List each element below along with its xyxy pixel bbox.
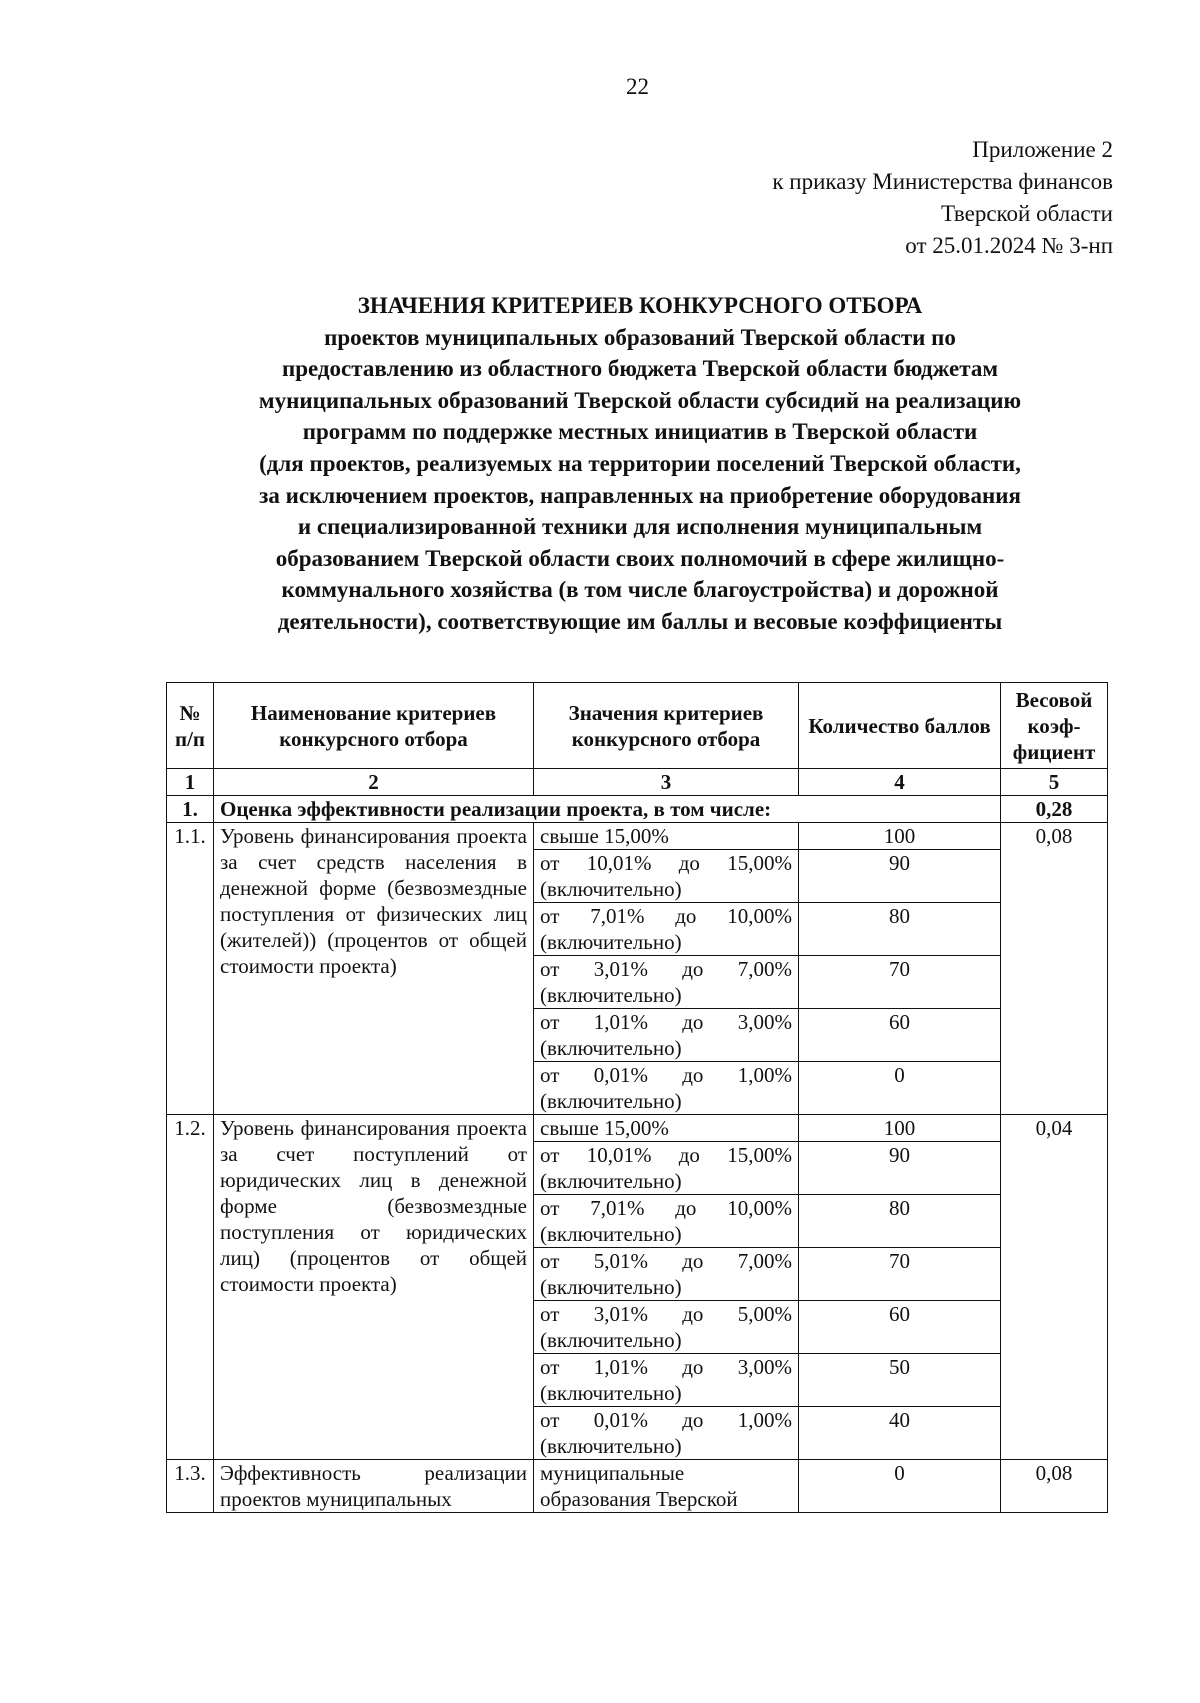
document-title	[150, 290, 1130, 638]
weight: 0,04	[1001, 1115, 1108, 1460]
points: 100	[799, 1115, 1001, 1142]
criterion-value: от 0,01% до 1,00% (включительно)	[534, 1062, 799, 1115]
points: 60	[799, 1009, 1001, 1062]
points: 70	[799, 1248, 1001, 1301]
header-name: Наименование критериев конкурсного отбора	[214, 683, 534, 769]
section-row	[167, 796, 1108, 823]
title-line: проектов муниципальных образований Тверской области по	[324, 324, 956, 350]
points: 90	[799, 850, 1001, 903]
weight: 0,08	[1001, 1460, 1108, 1513]
row-num: 1.3.	[167, 1460, 214, 1513]
weight: 0,08	[1001, 823, 1108, 1115]
page-number: 22	[626, 74, 649, 99]
points: 90	[799, 1142, 1001, 1195]
points: 0	[799, 1062, 1001, 1115]
criterion-value: от 7,01% до 10,00% (включительно)	[534, 1195, 799, 1248]
header-weight: Весовой коэф-фициент	[1001, 683, 1108, 769]
title-line: программ по поддержке местных инициатив в Тверской области	[302, 419, 978, 445]
column-number: 3	[534, 769, 799, 796]
appendix-header	[772, 134, 1113, 262]
criterion-value: муниципальные образования Тверской	[534, 1460, 799, 1513]
appendix-line: Приложение 2	[972, 137, 1113, 162]
criterion-value: от 0,01% до 1,00% (включительно)	[534, 1407, 799, 1460]
criterion-value: от 10,01% до 15,00% (включительно)	[534, 1142, 799, 1195]
section-weight: 0,28	[1001, 796, 1108, 823]
criteria-table	[166, 682, 1108, 1513]
points: 70	[799, 956, 1001, 1009]
table-header-row	[167, 683, 1108, 769]
section-title: Оценка эффективности реализации проекта, в том числе:	[214, 796, 1001, 823]
criterion-name: Эффективность реализации проектов муниципальных	[214, 1460, 534, 1513]
title-line: и специализированной техники для исполнения муниципальным	[297, 514, 983, 540]
criterion-value: от 3,01% до 5,00% (включительно)	[534, 1301, 799, 1354]
criterion-value: от 1,01% до 3,00% (включительно)	[534, 1009, 799, 1062]
criterion-value: от 7,01% до 10,00% (включительно)	[534, 903, 799, 956]
section-num: 1.	[167, 796, 214, 823]
title-line: коммунального хозяйства (в том числе благоустройства) и дорожной	[281, 577, 999, 603]
criterion-value: от 10,01% до 15,00% (включительно)	[534, 850, 799, 903]
title-line: за исключением проектов, направленных на приобретение оборудования	[259, 482, 1021, 508]
points: 80	[799, 903, 1001, 956]
criterion-value: от 3,01% до 7,00% (включительно)	[534, 956, 799, 1009]
criterion-name: Уровень финансирования проекта за счет поступлений от юридических лиц в денежной форме (безвозмездные поступления от юридических лиц) (процентов от общей стоимости проекта)	[214, 1115, 534, 1460]
points: 50	[799, 1354, 1001, 1407]
criterion-value: от 1,01% до 3,00% (включительно)	[534, 1354, 799, 1407]
column-number: 1	[167, 769, 214, 796]
row-num: 1.2.	[167, 1115, 214, 1460]
row-num: 1.1.	[167, 823, 214, 1115]
header-values: Значения критериев конкурсного отбора	[534, 683, 799, 769]
title-line: образованием Тверской области своих полномочий в сфере жилищно-	[275, 545, 1005, 571]
table-row	[167, 823, 1108, 850]
column-number: 4	[799, 769, 1001, 796]
header-points: Количество баллов	[799, 683, 1001, 769]
criterion-value: от 5,01% до 7,00% (включительно)	[534, 1248, 799, 1301]
appendix-line: от 25.01.2024 № 3-нп	[905, 233, 1113, 258]
column-number: 5	[1001, 769, 1108, 796]
points: 40	[799, 1407, 1001, 1460]
header-num: № п/п	[167, 683, 214, 769]
title-line: предоставлению из областного бюджета Тверской области бюджетам	[281, 356, 999, 382]
criterion-value: свыше 15,00%	[534, 823, 799, 850]
title-line: ЗНАЧЕНИЯ КРИТЕРИЕВ КОНКУРСНОГО ОТБОРА	[357, 293, 923, 318]
points: 80	[799, 1195, 1001, 1248]
points: 100	[799, 823, 1001, 850]
title-line: муниципальных образований Тверской области субсидий на реализацию	[258, 387, 1022, 413]
points: 60	[799, 1301, 1001, 1354]
table-row	[167, 1460, 1108, 1513]
points: 0	[799, 1460, 1001, 1513]
appendix-line: к приказу Министерства финансов	[772, 169, 1113, 194]
column-number: 2	[214, 769, 534, 796]
column-number-row	[167, 769, 1108, 796]
appendix-line: Тверской области	[941, 201, 1113, 226]
criterion-name: Уровень финансирования проекта за счет средств населения в денежной форме (безвозмездные поступления от физических лиц (жителей)) (процентов от общей стоимости проекта)	[214, 823, 534, 1115]
title-line: деятельности), соответствующие им баллы и весовые коэффициенты	[277, 608, 1003, 634]
criterion-value: свыше 15,00%	[534, 1115, 799, 1142]
title-line: (для проектов, реализуемых на территории поселений Тверской области,	[259, 450, 1021, 476]
table-row	[167, 1115, 1108, 1142]
